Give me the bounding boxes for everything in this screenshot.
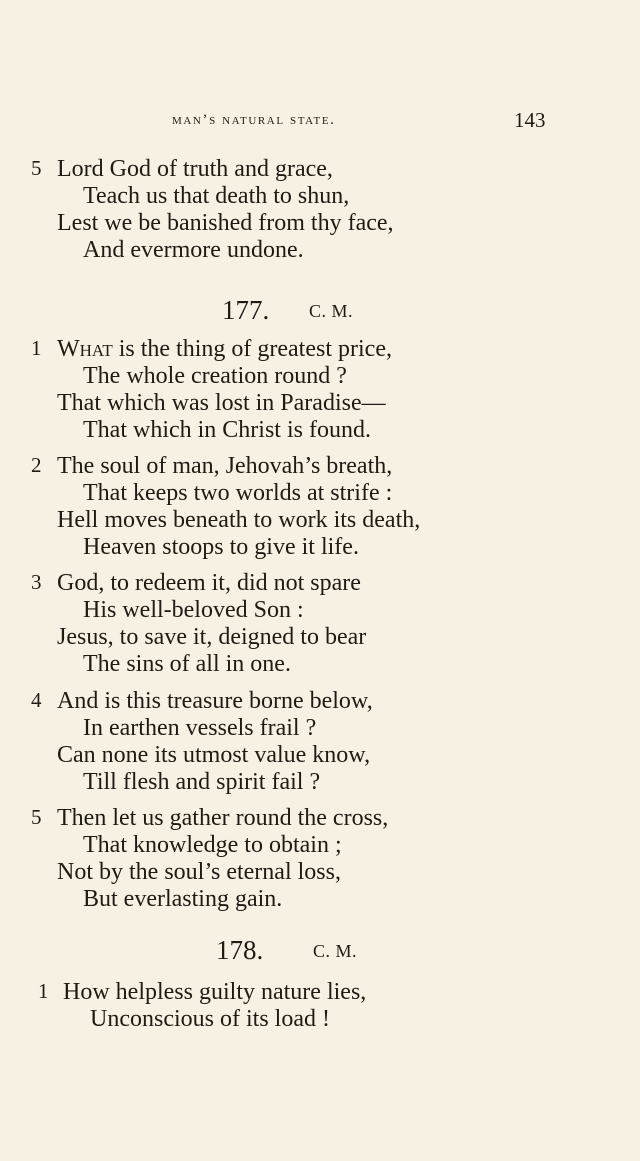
verse-line: The soul of man, Jehovah’s breath, <box>57 453 393 479</box>
running-head <box>0 108 640 134</box>
verse-line: The sins of all in one. <box>83 651 291 677</box>
page-number: 143 <box>514 108 546 132</box>
verse-line: But everlasting gain. <box>83 886 283 912</box>
verse-line: Till flesh and spirit fail ? <box>83 769 321 795</box>
verse-line: Jesus, to save it, deigned to bear <box>57 624 367 650</box>
verse-line: That knowledge to obtain ; <box>83 832 342 858</box>
verse-line: Lest we be banished from thy face, <box>57 210 394 236</box>
hymn-meter: C. M. <box>313 941 358 961</box>
hymn-number: 177. <box>222 295 270 325</box>
verse-line: His well-beloved Son : <box>83 597 304 623</box>
hymn-heading-177 <box>0 295 640 329</box>
verse-number: 5 <box>31 156 42 180</box>
running-title: man’s natural state. <box>172 112 336 128</box>
verse-line: That which in Christ is found. <box>83 417 371 443</box>
hymn-meter: C. M. <box>309 301 354 321</box>
verse-number: 4 <box>31 688 42 712</box>
verse-line: That which was lost in Paradise— <box>57 390 386 416</box>
verse-line: How helpless guilty nature lies, <box>63 979 367 1005</box>
verse-line: Can none its utmost value know, <box>57 742 371 768</box>
verse-line: Teach us that death to shun, <box>83 183 350 209</box>
verse-number: 2 <box>31 453 42 477</box>
verse-line: In earthen vessels frail ? <box>83 715 317 741</box>
hymn-number: 178. <box>216 935 264 965</box>
verse-number: 5 <box>31 805 42 829</box>
verse-line-rest: is the thing of greatest price, <box>112 336 392 362</box>
verse-line: The whole creation round ? <box>83 363 347 389</box>
verse-line: Lord God of truth and grace, <box>57 156 333 182</box>
verse-line: God, to redeem it, did not spare <box>57 570 361 596</box>
verse-number: 1 <box>31 336 42 360</box>
verse-line: Heaven stoops to give it life. <box>83 534 359 560</box>
verse-line: That keeps two worlds at strife : <box>83 480 393 506</box>
verse-line: Not by the soul’s eternal loss, <box>57 859 341 885</box>
verse-line: And evermore undone. <box>83 237 304 263</box>
verse-number: 3 <box>31 570 42 594</box>
verse-first-word: What <box>57 336 113 362</box>
verse-line <box>57 336 392 362</box>
verse-line: And is this treasure borne below, <box>57 688 373 714</box>
verse-line: Hell moves beneath to work its death, <box>57 507 421 533</box>
hymn-heading-178 <box>0 935 640 969</box>
verse-line: Unconscious of its load ! <box>90 1006 330 1032</box>
verse-line: Then let us gather round the cross, <box>57 805 389 831</box>
verse-number: 1 <box>38 979 49 1003</box>
